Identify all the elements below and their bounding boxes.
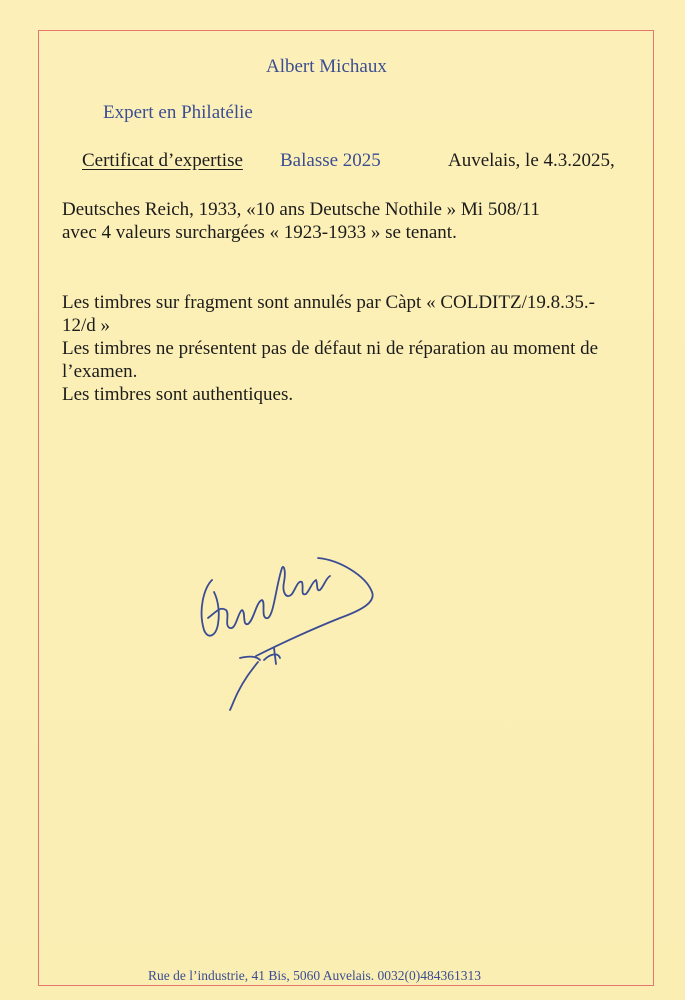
stamp-description (62, 198, 652, 244)
handwritten-signature (190, 540, 390, 715)
expert-name: Albert Michaux (266, 56, 387, 77)
findings-line: 12/d » (62, 315, 111, 336)
place-date: Auvelais, le 4.3.2025, (448, 150, 615, 171)
description-line: avec 4 valeurs surchargées « 1923-1933 » se tenant. (62, 222, 457, 243)
findings-line: Les timbres sont authentiques. (62, 384, 294, 405)
findings-line: Les timbres ne présentent pas de défaut ni de réparation au moment de (62, 338, 599, 359)
page-border (38, 30, 654, 986)
certificate-label: Certificat d’expertise (82, 150, 243, 171)
footer-address: Rue de l’industrie, 41 Bis, 5060 Auvelais. 0032(0)484361313 (148, 968, 481, 983)
description-line: Deutsches Reich, 1933, «10 ans Deutsche Nothile » Mi 508/11 (62, 199, 540, 220)
expert-title: Expert en Philatélie (103, 102, 253, 123)
findings-line: Les timbres sur fragment sont annulés par Càpt « COLDITZ/19.8.35.- (62, 292, 595, 313)
findings-line: l’examen. (62, 361, 138, 382)
examination-findings (62, 291, 652, 406)
certificate-reference: Balasse 2025 (280, 150, 381, 171)
